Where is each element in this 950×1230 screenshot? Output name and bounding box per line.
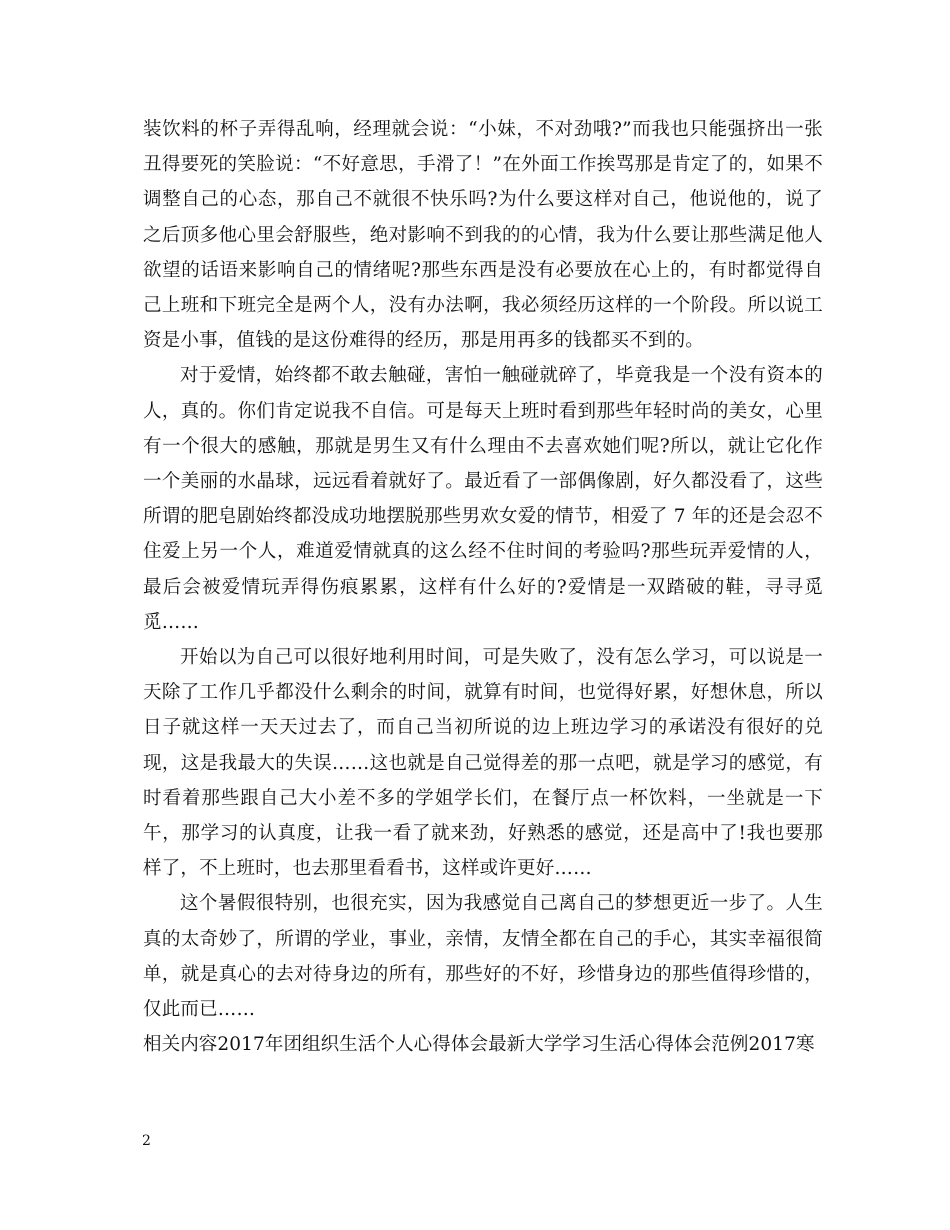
related-content-line: 相关内容2017年团组织生活个人心得体会最新大学学习生活心得体会范例2017寒: [143, 1034, 815, 1056]
page-number: 2: [142, 1133, 151, 1149]
paragraph-3: 开始以为自己可以很好地利用时间，可是失败了，没有怎么学习，可以说是一天除了工作几乎都没什么剩余的时间，就算有时间，也觉得好累，好想休息，所以日子就这样一天天过去了，而自己当初所说的边上班边学习的承诺没有很好的兑现，这是我最大的失误……这也就是自己觉得差的那一点吧，就是学习的感觉，有时看着那些跟自己大小差不多的学姐学长们，在餐厅点一杯饮料，一坐就是一下午，那学习的认真度，让我一看了就来劲，好熟悉的感觉，还是高中了!我也要那样了，不上班时，也去那里看看书，这样或许更好……: [143, 647, 823, 880]
paragraph-4: 这个暑假很特别，也很充实，因为我感觉自己离自己的梦想更近一步了。人生真的太奇妙了，所谓的学业，事业，亲情，友情全都在自己的手心，其实幸福很简单，就是真心的去对待身边的所有，那些好的不好，珍惜身边的那些值得珍惜的，仅此而已……: [143, 893, 823, 1021]
paragraph-2: 对于爱情，始终都不敢去触碰，害怕一触碰就碎了，毕竟我是一个没有资本的人，真的。你们肯定说我不自信。可是每天上班时看到那些年轻时尚的美女，心里有一个很大的感触，那就是男生又有什么理由不去喜欢她们呢?所以，就让它化作一个美丽的水晶球，远远看着就好了。最近看了一部偶像剧，好久都没看了，这些所谓的肥皂剧始终都没成功地摆脱那些男欢女爱的情节，相爱了 7 年的还是会忍不住爱上另一个人，难道爱情就真的这么经不住时间的考验吗?那些玩弄爱情的人，最后会被爱情玩弄得伤痕累累，这样有什么好的?爱情是一双踏破的鞋，寻寻觅觅……: [143, 365, 823, 633]
paragraph-1: 装饮料的杯子弄得乱响，经理就会说：“小妹，不对劲哦?”而我也只能强挤出一张丑得要死的笑脸说：“不好意思，手滑了！”在外面工作挨骂那是肯定了的，如果不调整自己的心态，那自己不就很不快乐吗?为什么要这样对自己，他说他的，说了之后顶多他心里会舒服些，绝对影响不到我的的心情，我为什么要让那些满足他人欲望的话语来影响自己的情绪呢?那些东西是没有必要放在心上的，有时都觉得自己上班和下班完全是两个人，没有办法啊，我必须经历这样的一个阶段。所以说工资是小事，值钱的是这份难得的经历，那是用再多的钱都买不到的。: [143, 119, 823, 352]
document-body: [143, 112, 823, 1062]
